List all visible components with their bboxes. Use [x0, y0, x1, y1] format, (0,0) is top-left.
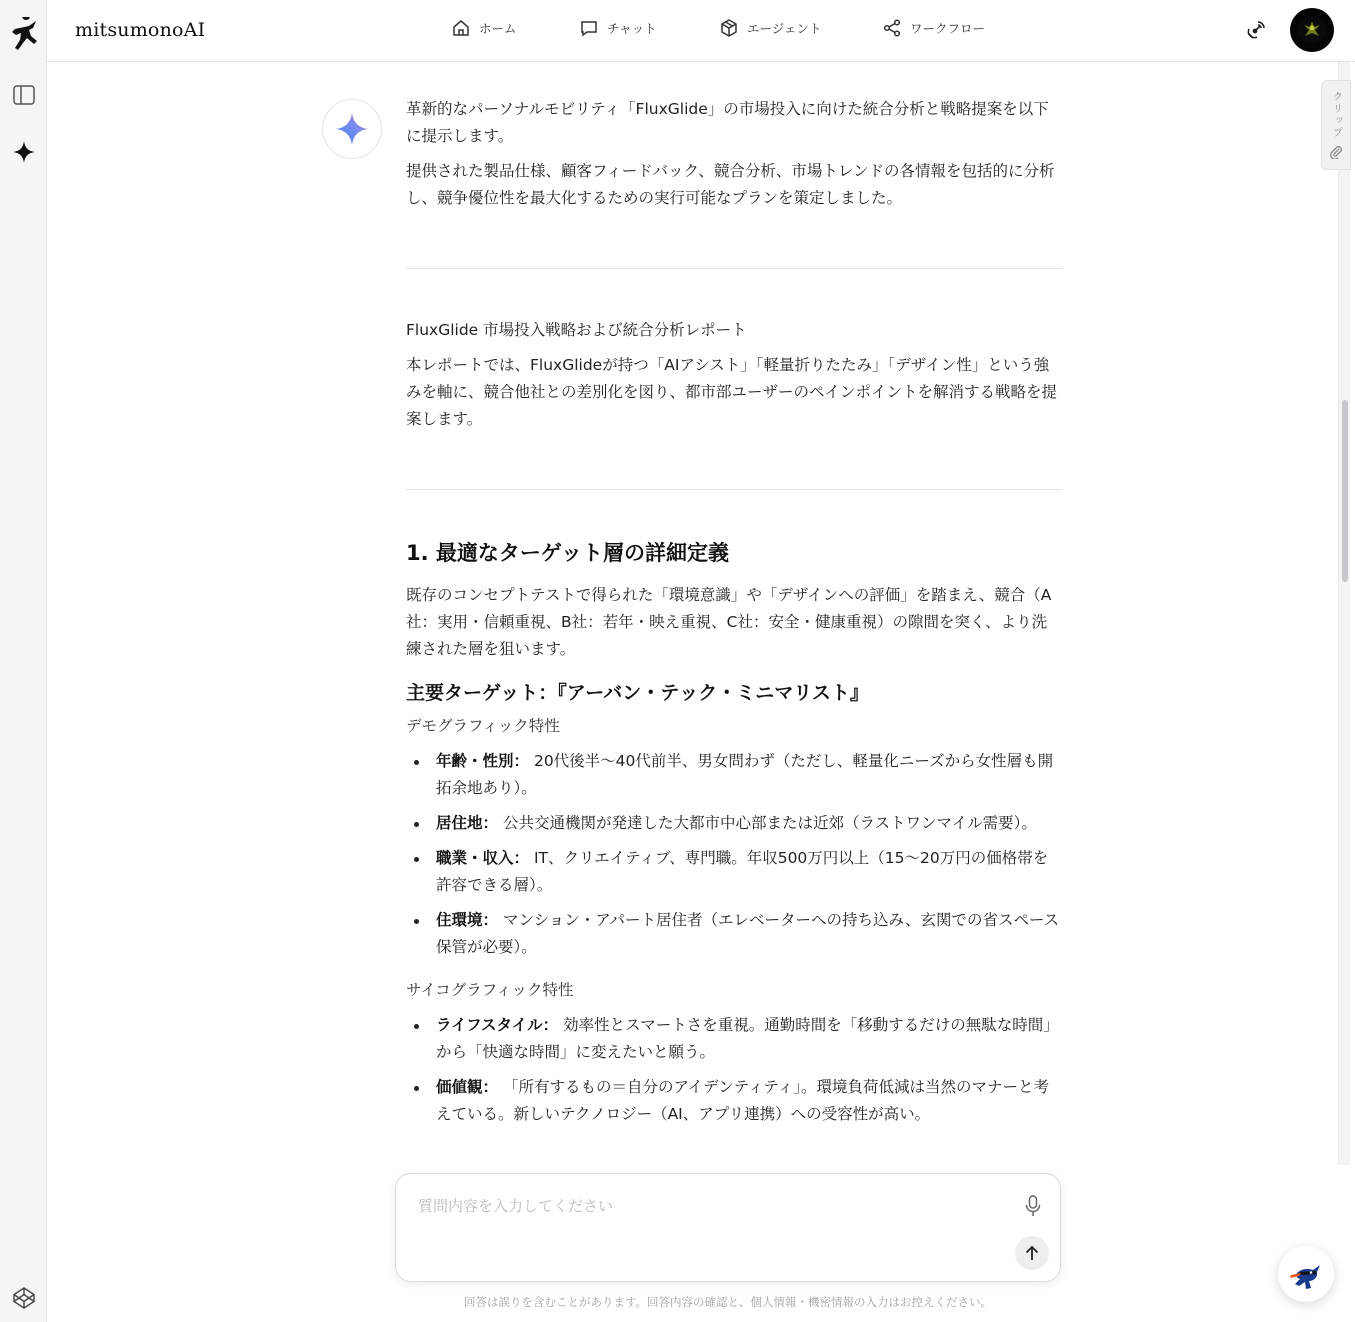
- list-item: [406, 845, 1062, 899]
- report-title: FluxGlide 市場投入戦略および統合分析レポート: [406, 321, 747, 339]
- satellite-icon[interactable]: [1242, 18, 1268, 44]
- scrollbar-thumb[interactable]: [1342, 400, 1348, 582]
- clip-tab[interactable]: [1321, 80, 1351, 170]
- nav-agent-label: エージェント: [747, 21, 822, 36]
- list-item-term: 住環境：: [436, 911, 499, 929]
- chat-composer: [395, 1173, 1061, 1282]
- demographic-label: デモグラフィック特性: [406, 717, 560, 735]
- list-item-text: 20代後半〜40代前半、男女問わず（ただし、軽量化ニーズから女性層も開拓余地あり）。: [436, 752, 1054, 797]
- paperclip-icon: [1329, 145, 1343, 159]
- scrollbar[interactable]: [1338, 62, 1350, 1165]
- cube-icon: [719, 18, 739, 38]
- nav-home[interactable]: [451, 18, 517, 38]
- psychographic-label: サイコグラフィック特性: [406, 981, 574, 999]
- list-item: [406, 748, 1062, 802]
- list-item-text: 公共交通機関が発達した大都市中心部または近郊（ラストワンマイル需要）。: [502, 814, 1037, 832]
- ninja-mascot-icon: [1287, 1255, 1325, 1293]
- sparkle-icon[interactable]: [0, 138, 47, 166]
- nav-workflow[interactable]: [882, 18, 985, 38]
- arrow-up-icon: [1023, 1244, 1041, 1262]
- list-item-term: 職業・収入：: [436, 849, 530, 867]
- list-item-term: 年齢・性別：: [436, 752, 530, 770]
- nav-home-label: ホーム: [479, 21, 517, 36]
- list-item-term: 価値観：: [436, 1078, 499, 1096]
- list-item: [406, 907, 1062, 961]
- home-icon: [451, 18, 471, 38]
- list-item-term: ライフスタイル：: [436, 1016, 559, 1034]
- share-nodes-icon: [882, 18, 902, 38]
- message-input[interactable]: [418, 1194, 998, 1218]
- report-summary: 本レポートでは、FluxGlideが持つ「AIアシスト」「軽量折りたたみ」「デザイン性」という強みを軸に、競合他社との差別化を図り、都市部ユーザーのペインポイントを解消する戦略を提案します。: [406, 356, 1058, 428]
- demographic-list: [406, 748, 1062, 961]
- ninja-logo-icon[interactable]: [0, 14, 47, 54]
- top-header: [47, 0, 1355, 62]
- section-body: 既存のコンセプトテストで得られた「環境意識」や「デザインへの評価」を踏まえ、競合（A社：実用・信頼重視、B社：若年・映え重視、C社：安全・健康重視）の隙間を突く、より洗練された層を狙います。: [406, 586, 1052, 658]
- chat-icon: [579, 18, 599, 38]
- nav-chat-label: チャット: [607, 21, 657, 36]
- list-item-text: 「所有するもの＝自分のアイデンティティ」。環境負荷低減は当然のマナーと考えている。新しいテクノロジー（AI、アプリ連携）への受容性が高い。: [436, 1078, 1050, 1123]
- send-button[interactable]: [1015, 1236, 1049, 1270]
- list-item-text: 効率性とスマートさを重視。通勤時間を「移動するだけの無駄な時間」から「快適な時間」に変えたいと願う。: [436, 1016, 1059, 1061]
- disclaimer-text: 回答は誤りを含むことがあります。回答内容の確認と、個人情報・機密情報の入力はお控えください。: [463, 1295, 993, 1309]
- list-item: [406, 1074, 1062, 1128]
- list-item-term: 居住地：: [436, 814, 499, 832]
- assistant-avatar: [322, 99, 382, 159]
- section-heading: 1. 最適なターゲット層の詳細定義: [406, 541, 730, 565]
- brand-name[interactable]: mitsumonoAI: [75, 19, 206, 41]
- list-item: [406, 1012, 1062, 1066]
- intro-paragraph-2: 提供された製品仕様、顧客フィードバック、競合分析、市場トレンドの各情報を包括的に分析し、競争優位性を最大化するための実行可能なプランを策定しました。: [406, 162, 1055, 207]
- psychographic-list: [406, 1012, 1062, 1128]
- sidebar-toggle-icon[interactable]: [0, 82, 47, 108]
- nav-agent[interactable]: [719, 18, 822, 38]
- nav-chat[interactable]: [579, 18, 657, 38]
- gemini-sparkle-icon: [335, 112, 369, 146]
- assistant-message: [406, 96, 1062, 1136]
- assistant-fab[interactable]: [1278, 1246, 1334, 1302]
- user-avatar[interactable]: [1290, 8, 1334, 52]
- list-item: [406, 810, 1062, 837]
- target-heading: 主要ターゲット：『アーバン・テック・ミニマリスト』: [406, 682, 869, 704]
- list-item-text: IT、クリエイティブ、専門職。年収500万円以上（15〜20万円の価格帯を許容できる層）。: [436, 849, 1049, 894]
- left-rail: [0, 0, 47, 1322]
- list-item-text: マンション・アパート居住者（エレベーターへの持ち込み、玄関での省スペース保管が必要）。: [436, 911, 1060, 956]
- nav-workflow-label: ワークフロー: [910, 21, 986, 36]
- codepen-icon[interactable]: [0, 1285, 47, 1311]
- intro-paragraph-1: 革新的なパーソナルモビリティ「FluxGlide」の市場投入に向けた統合分析と戦略提案を以下に提示します。: [406, 100, 1049, 145]
- clip-tab-label: クリップ: [1330, 91, 1342, 139]
- microphone-icon[interactable]: [1019, 1192, 1047, 1220]
